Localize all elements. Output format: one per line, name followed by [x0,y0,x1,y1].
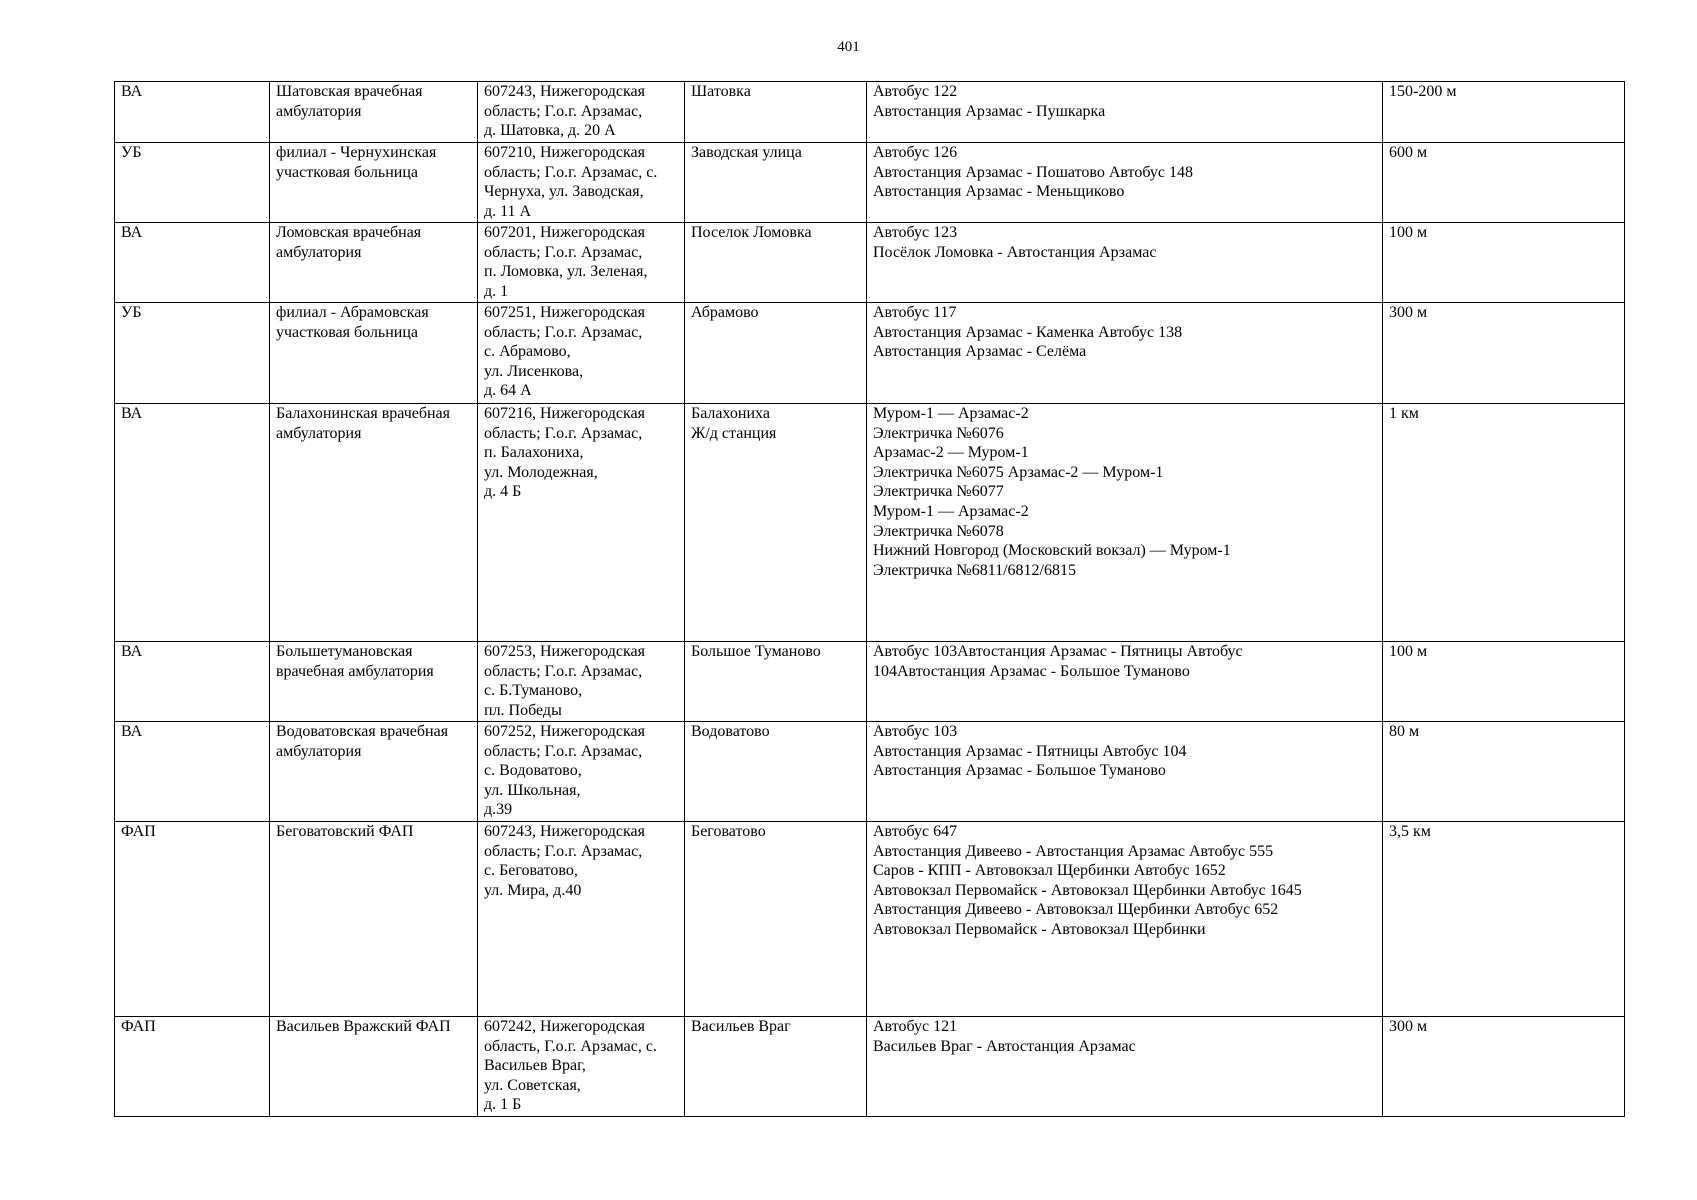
facility-type-cell: ВА [115,82,270,143]
table-row [115,822,1625,1017]
facility-type-cell: УБ [115,143,270,223]
facility-type-cell: УБ [115,303,270,404]
distance-cell: 100 м [1383,223,1625,303]
facility-address-cell: 607251, Нижегородская область; Г.о.г. Арзамас, с. Абрамово, ул. Лисенкова, д. 64 А [478,303,685,404]
facility-name-cell: Шатовская врачебная амбулатория [270,82,478,143]
table-row [115,404,1625,642]
facility-address-cell: 607242, Нижегородская область, Г.о.г. Арзамас, с. Васильев Враг, ул. Советская, д. 1 Б [478,1017,685,1117]
facility-name-cell: Водоватовская врачебная амбулатория [270,722,478,822]
transport-routes-cell: Автобус 126 Автостанция Арзамас - Пошатово Автобус 148 Автостанция Арзамас - Меньщиково [867,143,1383,223]
facility-name-cell: филиал - Абрамовская участковая больница [270,303,478,404]
transport-stop-cell: Беговатово [685,822,867,1017]
facility-name-cell: Балахонинская врачебная амбулатория [270,404,478,642]
transport-stop-cell: Шатовка [685,82,867,143]
facility-address-cell: 607210, Нижегородская область; Г.о.г. Арзамас, с. Чернуха, ул. Заводская, д. 11 А [478,143,685,223]
page-number: 401 [837,39,860,55]
transport-stop-cell: Заводская улица [685,143,867,223]
facility-address-cell: 607253, Нижегородская область; Г.о.г. Арзамас, с. Б.Туманово, пл. Победы [478,642,685,722]
table-row [115,303,1625,404]
facility-address-cell: 607252, Нижегородская область; Г.о.г. Арзамас, с. Водоватово, ул. Школьная, д.39 [478,722,685,822]
transport-stop-cell: Абрамово [685,303,867,404]
transport-stop-cell: Васильев Враг [685,1017,867,1117]
transport-routes-cell: Автобус 122 Автостанция Арзамас - Пушкарка [867,82,1383,143]
distance-cell: 100 м [1383,642,1625,722]
medical-facilities-table [114,81,1625,1117]
transport-routes-cell: Автобус 117 Автостанция Арзамас - Каменка Автобус 138 Автостанция Арзамас - Селёма [867,303,1383,404]
transport-stop-cell: Большое Туманово [685,642,867,722]
facility-address-cell: 607201, Нижегородская область; Г.о.г. Арзамас, п. Ломовка, ул. Зеленая, д. 1 [478,223,685,303]
table-row [115,642,1625,722]
facility-name-cell: Ломовская врачебная амбулатория [270,223,478,303]
facility-name-cell: Большетумановская врачебная амбулатория [270,642,478,722]
facility-type-cell: ФАП [115,1017,270,1117]
facility-address-cell: 607243, Нижегородская область; Г.о.г. Арзамас, д. Шатовка, д. 20 А [478,82,685,143]
transport-routes-cell: Автобус 121 Васильев Враг - Автостанция Арзамас [867,1017,1383,1117]
transport-stop-cell: Поселок Ломовка [685,223,867,303]
facility-address-cell: 607243, Нижегородская область; Г.о.г. Арзамас, с. Беговатово, ул. Мира, д.40 [478,822,685,1017]
transport-routes-cell: Муром-1 — Арзамас-2 Электричка №6076 Арзамас-2 — Муром-1 Электричка №6075 Арзамас-2 — Муром-1 Электричка №6077 Муром-1 — Арзамас-2 Электричка №6078 Нижний Новгород (Московский вокзал) — Муром-1 Электричка №6811/6812/6815 [867,404,1383,642]
distance-cell: 300 м [1383,303,1625,404]
transport-routes-cell: Автобус 103 Автостанция Арзамас - Пятницы Автобус 104 Автостанция Арзамас - Большое Туманово [867,722,1383,822]
transport-stop-cell: Балахониха Ж/д станция [685,404,867,642]
distance-cell: 3,5 км [1383,822,1625,1017]
facility-name-cell: Беговатовский ФАП [270,822,478,1017]
distance-cell: 150-200 м [1383,82,1625,143]
table-row [115,82,1625,143]
facility-type-cell: ВА [115,642,270,722]
transport-stop-cell: Водоватово [685,722,867,822]
transport-routes-cell: Автобус 123 Посёлок Ломовка - Автостанция Арзамас [867,223,1383,303]
distance-cell: 600 м [1383,143,1625,223]
distance-cell: 300 м [1383,1017,1625,1117]
facility-name-cell: Васильев Вражский ФАП [270,1017,478,1117]
table-row [115,223,1625,303]
table-row [115,722,1625,822]
distance-cell: 80 м [1383,722,1625,822]
facility-type-cell: ВА [115,404,270,642]
distance-cell: 1 км [1383,404,1625,642]
facility-type-cell: ВА [115,722,270,822]
transport-routes-cell: Автобус 103Автостанция Арзамас - Пятницы Автобус 104Автостанция Арзамас - Большое Туманово [867,642,1383,722]
facility-type-cell: ФАП [115,822,270,1017]
facility-type-cell: ВА [115,223,270,303]
transport-routes-cell: Автобус 647 Автостанция Дивеево - Автостанция Арзамас Автобус 555 Саров - КПП - Автовокзал Щербинки Автобус 1652 Автовокзал Первомайск - Автовокзал Щербинки Автобус 1645 Автостанция Дивеево - Автовокзал Щербинки Автобус 652 Автовокзал Первомайск - Автовокзал Щербинки [867,822,1383,1017]
facility-address-cell: 607216, Нижегородская область; Г.о.г. Арзамас, п. Балахониха, ул. Молодежная, д. 4 Б [478,404,685,642]
table-row [115,1017,1625,1117]
table-row [115,143,1625,223]
facility-name-cell: филиал - Чернухинская участковая больница [270,143,478,223]
